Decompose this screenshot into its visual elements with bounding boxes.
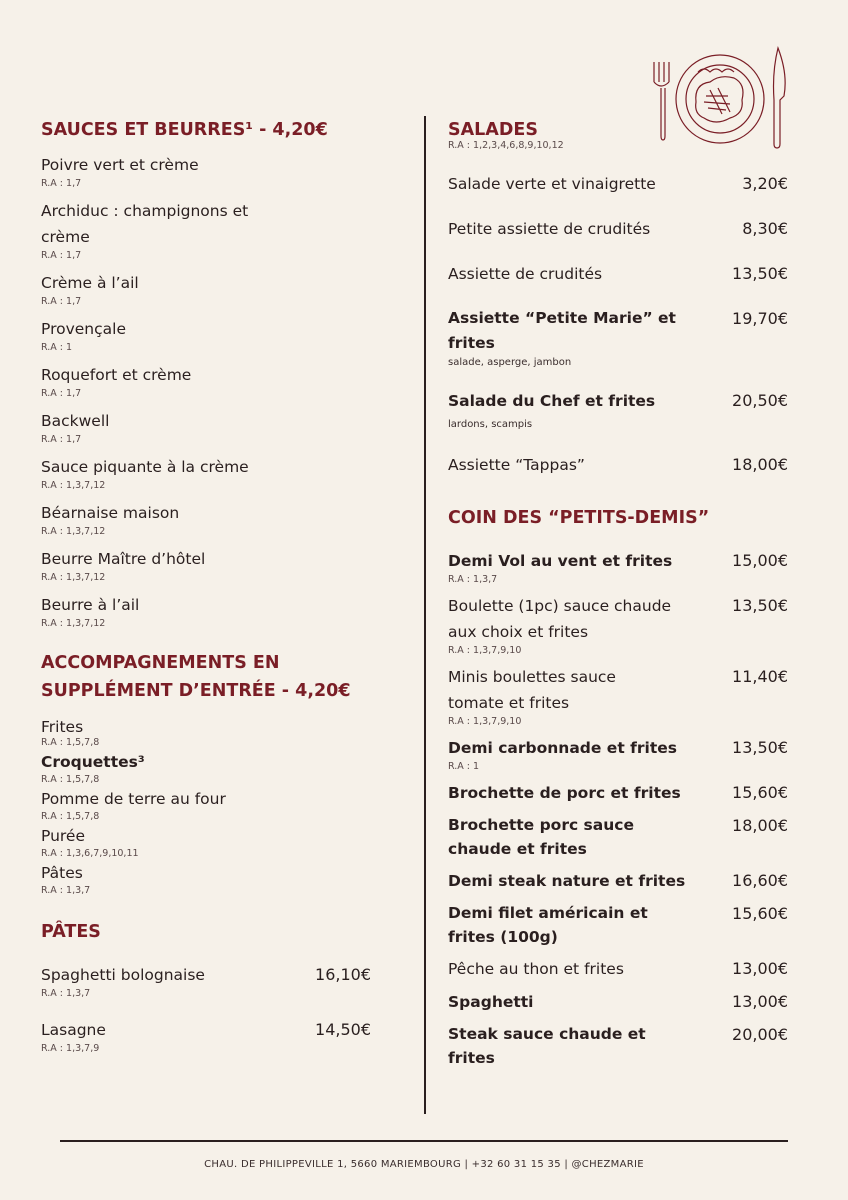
list-item: [448, 868, 788, 894]
accompagnements-section: [41, 649, 381, 896]
item-name: Croquettes³: [41, 753, 145, 771]
item-allergens: R.A : 1,3,7,9,10: [448, 645, 522, 656]
salades-allergens: R.A : 1,2,3,4,6,8,9,10,12: [448, 140, 564, 151]
item-allergens: R.A : 1,3,7,12: [41, 572, 106, 583]
list-item: [41, 152, 381, 189]
salades-title: SALADES: [448, 120, 538, 140]
list-item: [448, 664, 788, 727]
list-item: [41, 546, 381, 583]
list-item: [41, 500, 381, 537]
sauces-title: SAUCES ET BEURRES¹ - 4,20€: [41, 120, 328, 140]
item-name: Spaghetti: [448, 993, 534, 1011]
list-item: [448, 735, 788, 772]
item-name: Roquefort et crème: [41, 366, 192, 384]
item-price: 18,00€: [732, 455, 788, 474]
item-name: Demi steak nature et frites: [448, 872, 686, 890]
item-price: 20,00€: [732, 1025, 788, 1044]
item-name: Demi Vol au vent et frites: [448, 552, 673, 570]
item-name: Provençale: [41, 320, 126, 338]
item-allergens: R.A : 1,5,7,8: [41, 737, 100, 748]
list-item: [41, 454, 381, 491]
petits-demis-title: COIN DES “PETITS-DEMIS”: [448, 508, 710, 528]
sauces-section: [41, 116, 381, 629]
item-name: Salade verte et vinaigrette: [448, 175, 656, 193]
list-item: [448, 216, 788, 242]
item-price: 14,50€: [315, 1020, 371, 1039]
list-item: [41, 362, 381, 399]
item-name: Purée: [41, 827, 86, 845]
footer-divider: [60, 1140, 788, 1142]
item-allergens: R.A : 1,3,7: [41, 885, 91, 896]
item-allergens: R.A : 1,3,7,9: [41, 1043, 100, 1054]
item-price: 15,00€: [732, 551, 788, 570]
item-name: Poivre vert et crème: [41, 156, 199, 174]
list-item: [41, 861, 381, 896]
pates-title: PÂTES: [41, 922, 101, 942]
salades-section: [448, 116, 788, 478]
list-item: [41, 750, 381, 785]
item-name: Assiette “Tappas”: [448, 456, 585, 474]
item-price: 11,40€: [732, 667, 788, 686]
list-item: [41, 1017, 371, 1054]
item-name: Pêche au thon et frites: [448, 960, 624, 978]
item-price: 13,00€: [732, 959, 788, 978]
petits-demis-section: [448, 504, 788, 1070]
list-item: [448, 593, 788, 656]
list-item: [448, 171, 788, 197]
item-name: Steak sauce chaude et frites: [448, 1025, 646, 1067]
item-name: Beurre à l’ail: [41, 596, 140, 614]
item-name: Demi carbonnade et frites: [448, 739, 677, 757]
item-name: Boulette (1pc) sauce chaude aux choix et frites: [448, 597, 672, 641]
item-name: Petite assiette de crudités: [448, 220, 651, 238]
list-item: [41, 962, 371, 999]
item-name: Béarnaise maison: [41, 504, 180, 522]
item-allergens: R.A : 1,3,7: [41, 988, 91, 999]
list-item: [41, 592, 381, 629]
item-name: Pâtes: [41, 864, 83, 882]
item-price: 16,60€: [732, 871, 788, 890]
item-name: Minis boulettes sauce tomate et frites: [448, 668, 616, 712]
list-item: [41, 270, 381, 307]
accompagnements-title-line2: SUPPLÉMENT D’ENTRÉE - 4,20€: [41, 681, 351, 701]
list-item: [448, 956, 788, 982]
item-note: lardons, scampis: [448, 419, 533, 430]
item-price: 16,10€: [315, 965, 371, 984]
item-name: Salade du Chef et frites: [448, 392, 656, 410]
item-name: Brochette de porc et frites: [448, 784, 681, 802]
item-allergens: R.A : 1,7: [41, 296, 82, 307]
item-allergens: R.A : 1,3,7,12: [41, 618, 106, 629]
item-name: Assiette “Petite Marie” et frites: [448, 309, 676, 352]
item-name: Lasagne: [41, 1021, 106, 1039]
list-item: [448, 901, 788, 949]
list-item: [41, 316, 381, 353]
list-item: [41, 198, 381, 261]
item-allergens: R.A : 1,3,6,7,9,10,11: [41, 848, 139, 859]
item-allergens: R.A : 1,5,7,8: [41, 774, 100, 785]
list-item: [41, 824, 381, 859]
item-name: Beurre Maître d’hôtel: [41, 550, 206, 568]
item-name: Pomme de terre au four: [41, 790, 226, 808]
item-name: Demi filet américain et frites (100g): [448, 904, 648, 946]
column-divider: [424, 116, 426, 1114]
item-name: Archiduc : champignons et crème: [41, 202, 249, 246]
list-item: [448, 780, 788, 806]
item-note: salade, asperge, jambon: [448, 357, 572, 368]
item-price: 13,50€: [732, 264, 788, 283]
item-price: 8,30€: [742, 219, 788, 238]
item-name: Assiette de crudités: [448, 265, 603, 283]
item-price: 15,60€: [732, 904, 788, 923]
item-price: 13,50€: [732, 738, 788, 757]
item-price: 15,60€: [732, 783, 788, 802]
item-allergens: R.A : 1,7: [41, 178, 82, 189]
item-name: Brochette porc sauce chaude et frites: [448, 816, 634, 858]
item-price: 19,70€: [732, 309, 788, 328]
item-allergens: R.A : 1,3,7,12: [41, 480, 106, 491]
item-name: Spaghetti bolognaise: [41, 966, 205, 984]
item-allergens: R.A : 1,7: [41, 434, 82, 445]
item-allergens: R.A : 1,3,7,9,10: [448, 716, 522, 727]
item-price: 18,00€: [732, 816, 788, 835]
list-item: [448, 1022, 788, 1070]
accompagnements-title-line1: ACCOMPAGNEMENTS EN: [41, 653, 280, 673]
list-item: [41, 717, 381, 748]
item-allergens: R.A : 1: [41, 342, 73, 353]
list-item: [448, 548, 788, 585]
item-name: Backwell: [41, 412, 110, 430]
item-allergens: R.A : 1,5,7,8: [41, 811, 100, 822]
item-name: Crème à l’ail: [41, 274, 139, 292]
item-allergens: R.A : 1,7: [41, 388, 82, 399]
item-price: 20,50€: [732, 391, 788, 410]
list-item: [448, 388, 788, 432]
right-column: [448, 116, 788, 1070]
pates-section: [41, 918, 381, 1054]
list-item: [448, 989, 788, 1015]
list-item: [41, 787, 381, 822]
item-allergens: R.A : 1,3,7: [448, 574, 498, 585]
list-item: [448, 813, 788, 861]
left-column: [41, 116, 381, 1054]
list-item: [448, 452, 788, 478]
item-allergens: R.A : 1,3,7,12: [41, 526, 106, 537]
item-price: 3,20€: [742, 174, 788, 193]
item-name: Frites: [41, 718, 84, 736]
item-allergens: R.A : 1: [448, 761, 480, 772]
list-item: [41, 408, 381, 445]
item-price: 13,00€: [732, 992, 788, 1011]
item-price: 13,50€: [732, 596, 788, 615]
list-item: [448, 306, 788, 370]
item-name: Sauce piquante à la crème: [41, 458, 249, 476]
footer-contact: CHAU. DE PHILIPPEVILLE 1, 5660 MARIEMBOURG | +32 60 31 15 35 | @CHEZMARIE: [204, 1159, 644, 1170]
item-allergens: R.A : 1,7: [41, 250, 82, 261]
list-item: [448, 261, 788, 287]
